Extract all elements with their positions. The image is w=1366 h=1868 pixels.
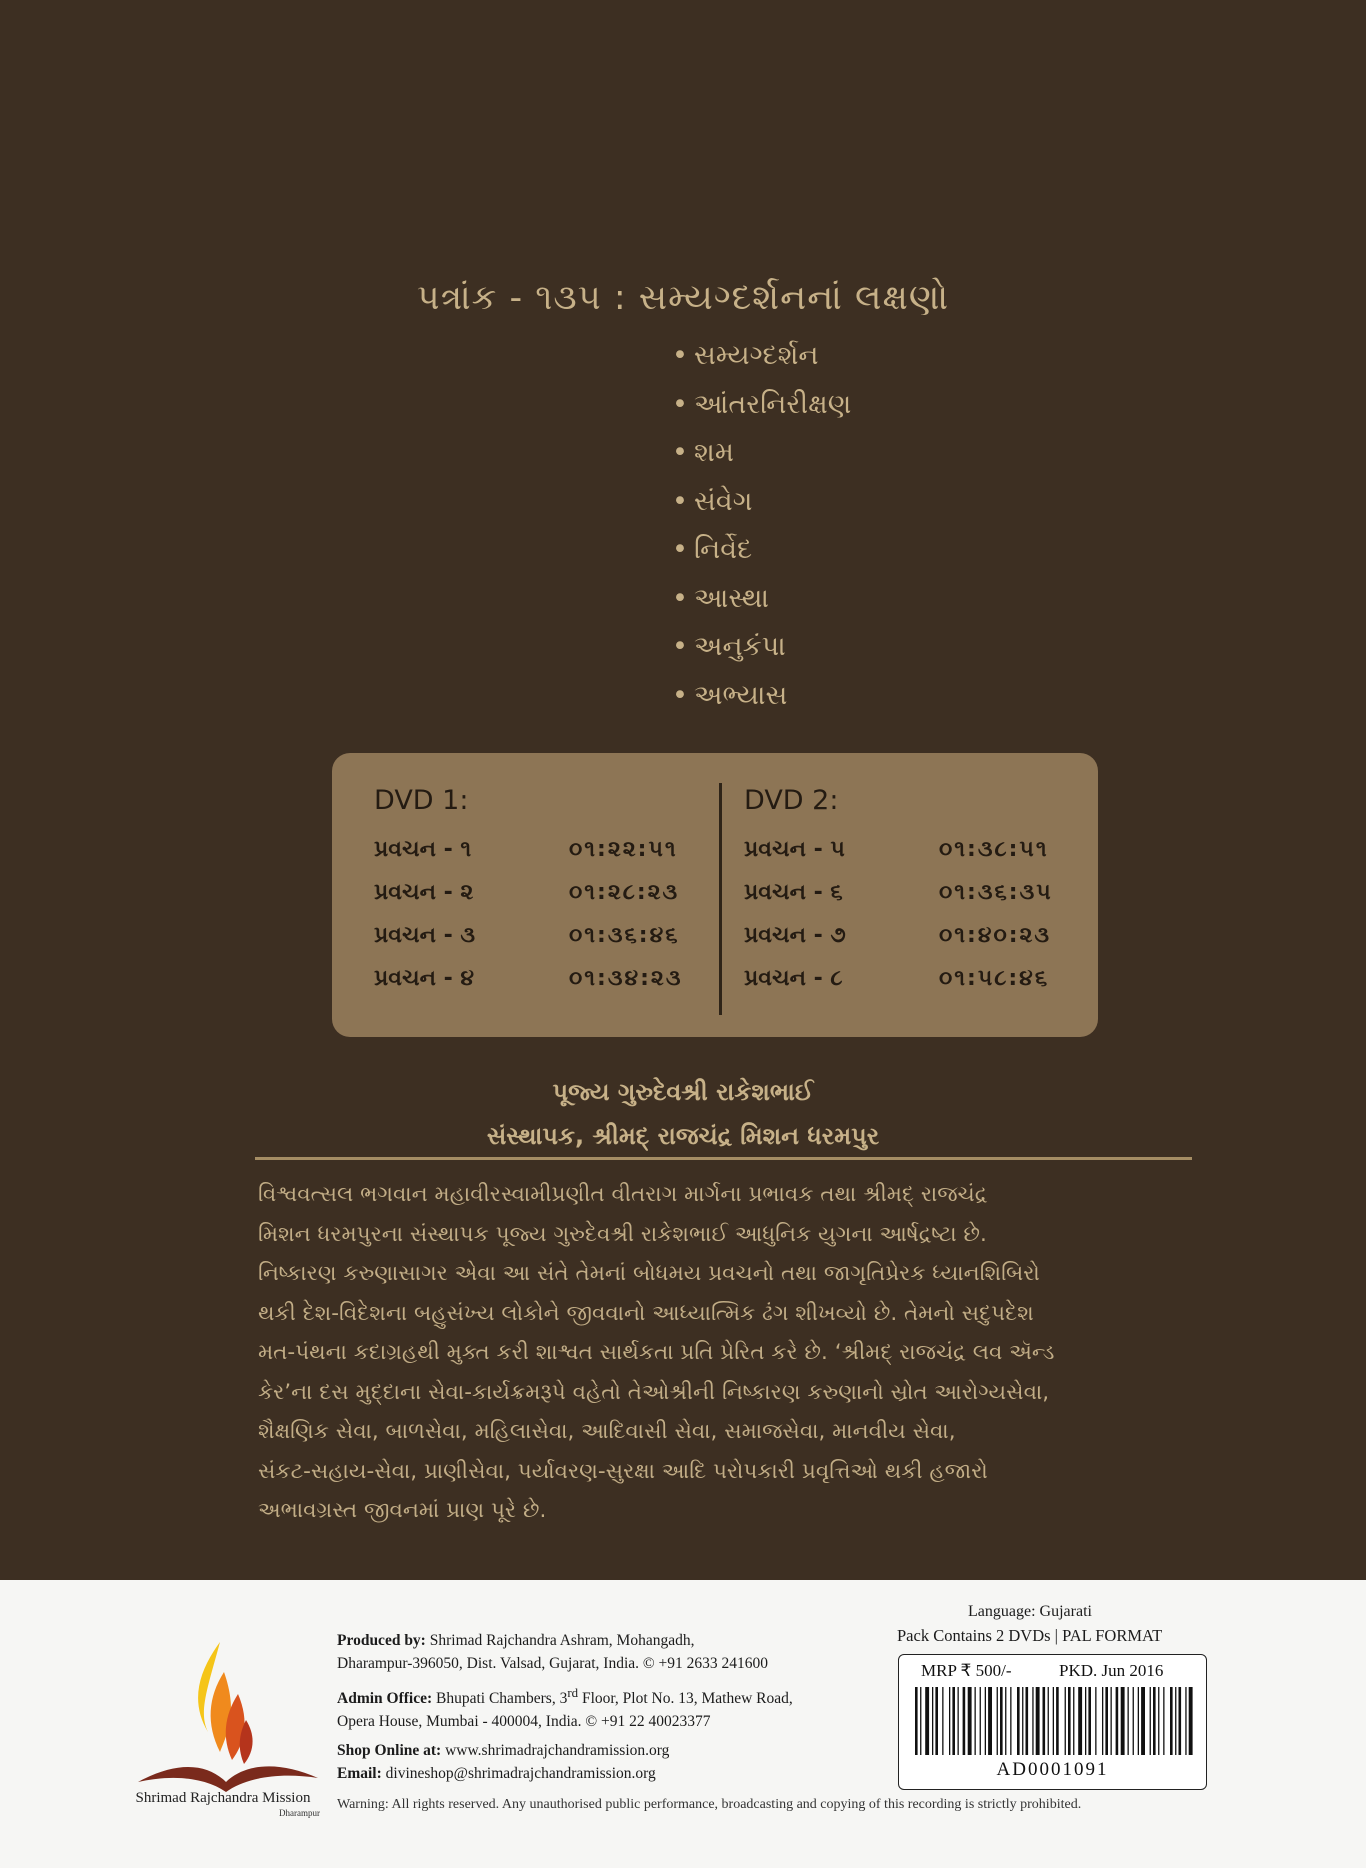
paragraph-line: મત-પંથના કદાગ્રહથી મુક્ત કરી શાશ્વત સાર્થકતા પ્રતિ પ્રેરિત કરે છે. ‘શ્રીમદ્ રાજચંદ્ર લવ ઍન્ડ xyxy=(258,1340,1055,1365)
dvd-title: DVD 2: xyxy=(744,785,839,816)
topic-item xyxy=(672,338,851,387)
mission-logo-icon xyxy=(128,1632,324,1802)
track-title: પ્રવચન - ૫ xyxy=(744,837,845,862)
guru-role: સંસ્થાપક, શ્રીમદ્ રાજચંદ્ર મિશન ધરમપુર xyxy=(486,1122,880,1150)
track-title: પ્રવચન - ૨ xyxy=(374,880,474,905)
shop-label: Shop Online at: xyxy=(337,1742,442,1760)
produced-block xyxy=(337,1629,897,1675)
bullet-icon: • xyxy=(672,631,688,662)
dvd-title: DVD 1: xyxy=(374,785,469,816)
track-duration: ૦૧:૩૪:૨૩ xyxy=(569,966,683,991)
dvd-contents-box xyxy=(332,753,1098,1037)
produced-text2: Dharampur-396050, Dist. Valsad, Gujarat, India. xyxy=(337,1655,640,1672)
email-address[interactable]: divineshop@shrimadrajchandramission.org xyxy=(385,1765,656,1783)
track-title: પ્રવચન - ૩ xyxy=(374,923,476,948)
barcode-number: AD0001091 xyxy=(996,1759,1109,1780)
admin-label: Admin Office: xyxy=(337,1690,433,1708)
dvd-track-row xyxy=(374,878,704,921)
track-duration: ૦૧:૫૮:૪૬ xyxy=(939,966,1050,991)
track-title: પ્રવચન - ૮ xyxy=(744,966,843,991)
topic-label: સંવેગ xyxy=(694,485,753,517)
dvd-1-column xyxy=(374,783,704,1007)
bullet-icon: • xyxy=(672,534,688,565)
shop-line xyxy=(337,1739,897,1762)
topic-item xyxy=(672,532,851,581)
dvd-track-row xyxy=(744,878,1074,921)
cover-heading: પત્રાંક - ૧૩૫ : સમ્યગ્દર્શનનાં લક્ષણો xyxy=(416,278,950,318)
language-label: Language: Gujarati xyxy=(968,1603,1092,1620)
bullet-icon: • xyxy=(672,485,688,517)
dvd-track-row xyxy=(374,921,704,964)
produced-label: Produced by: xyxy=(337,1632,426,1649)
paragraph-line: વિશ્વવત્સલ ભગવાન મહાવીરસ્વામીપ્રણીત વીતરાગ માર્ગના પ્રભાવક તથા શ્રીમદ્ રાજચંદ્ર xyxy=(258,1182,988,1207)
mrp-label: MRP ₹ 500/- xyxy=(921,1661,1012,1680)
barcode-box xyxy=(898,1654,1207,1790)
produced-phone: +91 2633 241600 xyxy=(658,1655,769,1672)
topic-item xyxy=(672,484,851,533)
topic-item xyxy=(672,435,851,484)
topic-item xyxy=(672,387,851,436)
admin-text-a: Bhupati Chambers, 3 xyxy=(436,1690,568,1708)
track-title: પ્રવચન - ૭ xyxy=(744,923,846,948)
topic-label: અનુકંપા xyxy=(694,631,786,662)
email-label: Email: xyxy=(337,1765,382,1783)
admin-sup: rd xyxy=(567,1685,579,1700)
paragraph-line: થકી દેશ-વિદેશના બહુસંખ્ય લોકોને જીવવાનો આધ્યાત્મિક ઢંગ શીખવ્યો છે. તેમનો સદુપદેશ xyxy=(258,1300,1034,1326)
topic-label: સમ્યગ્દર્શન xyxy=(694,340,819,371)
bullet-icon: • xyxy=(672,340,688,371)
phone-icon: © xyxy=(585,1713,598,1731)
admin-phone: +91 22 40023377 xyxy=(601,1713,711,1731)
track-duration: ૦૧:૩૬:૩૫ xyxy=(939,880,1053,905)
bullet-icon: • xyxy=(672,437,688,468)
topic-label: અભ્યાસ xyxy=(694,679,788,711)
track-title: પ્રવચન - ૪ xyxy=(374,966,475,991)
bullet-icon: • xyxy=(672,582,688,614)
divider-rule xyxy=(255,1157,1192,1160)
copyright-warning: Warning: All rights reserved. Any unauthorised public performance, broadcasting and copying of this recording is strictly prohibited. xyxy=(337,1797,1082,1812)
produced-text: Shrimad Rajchandra Ashram, Mohangadh, xyxy=(429,1632,695,1649)
topic-label: નિર્વેદ xyxy=(694,534,753,565)
logo-name: Shrimad Rajchandra Mission xyxy=(135,1790,311,1806)
email-line xyxy=(337,1762,897,1785)
dvd-track-row xyxy=(374,964,704,1007)
description-paragraph xyxy=(258,1175,1190,1531)
paragraph-line: અભાવગ્રસ્ત જીવનમાં પ્રાણ પૂરે છે. xyxy=(258,1498,547,1523)
pkd-label: PKD. Jun 2016 xyxy=(1059,1661,1164,1680)
bullet-icon: • xyxy=(672,679,688,711)
paragraph-line: શૈક્ષણિક સેવા, બાળસેવા, મહિલાસેવા, આદિવાસી સેવા, સમાજસેવા, માનવીય સેવા, xyxy=(258,1419,956,1444)
logo-sub: Dharampur xyxy=(279,1808,320,1818)
track-title: પ્રવચન - ૬ xyxy=(744,880,843,905)
track-title: પ્રવચન - ૧ xyxy=(374,837,472,862)
topic-label: શમ xyxy=(694,437,734,468)
paragraph-line: મિશન ધરમપુરના સંસ્થાપક પૂજ્ય ગુરુદેવશ્રી રાકેશભાઈ આધુનિક યુગના આર્ષદ્રષ્ટા છે. xyxy=(258,1221,987,1247)
topics-list xyxy=(672,338,851,726)
shop-url[interactable]: www.shrimadrajchandramission.org xyxy=(445,1742,670,1760)
topic-item xyxy=(672,581,851,630)
topic-item xyxy=(672,629,851,678)
track-duration: ૦૧:૩૮:૫૧ xyxy=(939,837,1049,862)
dvd-2-column xyxy=(744,783,1074,1007)
pack-info: Pack Contains 2 DVDs | PAL FORMAT xyxy=(897,1626,1163,1645)
dvd-divider xyxy=(719,783,722,1015)
dvd-track-row xyxy=(744,921,1074,964)
dvd-track-row xyxy=(744,964,1074,1007)
phone-icon: © xyxy=(642,1655,655,1672)
barcode-icon xyxy=(913,1687,1193,1755)
track-duration: ૦૧:૨૮:૨૩ xyxy=(569,880,680,905)
track-duration: ૦૧:૩૬:૪૬ xyxy=(569,923,680,948)
admin-text2: Opera House, Mumbai - 400004, India. xyxy=(337,1713,582,1731)
admin-block xyxy=(337,1681,897,1733)
bullet-icon: • xyxy=(672,388,688,420)
paragraph-line: કેર’ના દસ મુદ્દાના સેવા-કાર્યક્રમરૂપે વહેતો તેઓશ્રીની નિષ્કારણ કરુણાનો સ્રોત આરોગ્યસેવા, xyxy=(258,1379,1050,1405)
dvd-track-row xyxy=(374,835,704,878)
track-duration: ૦૧:૪૦:૨૩ xyxy=(939,923,1052,948)
dvd-track-row xyxy=(744,835,1074,878)
paragraph-line: નિષ્કારણ કરુણાસાગર એવા આ સંતે તેમનાં બોધમય પ્રવચનો તથા જાગૃતિપ્રેરક ધ્યાનશિબિરો xyxy=(258,1261,1040,1286)
topic-item xyxy=(672,678,851,727)
admin-text-b: Floor, Plot No. 13, Mathew Road, xyxy=(578,1690,793,1708)
paragraph-line: સંકટ-સહાય-સેવા, પ્રાણીસેવા, પર્યાવરણ-સુરક્ષા આદિ પરોપકારી પ્રવૃત્તિઓ થકી હજારો xyxy=(258,1458,988,1484)
track-duration: ૦૧:૨૨:૫૧ xyxy=(569,837,678,862)
topic-label: આસ્થા xyxy=(694,582,770,614)
guru-name: પૂજ્ય ગુરુદેવશ્રી રાકેશભાઈ xyxy=(552,1078,814,1106)
topic-label: આંતરનિરીક્ષણ xyxy=(694,388,852,420)
publisher-info xyxy=(337,1629,897,1785)
